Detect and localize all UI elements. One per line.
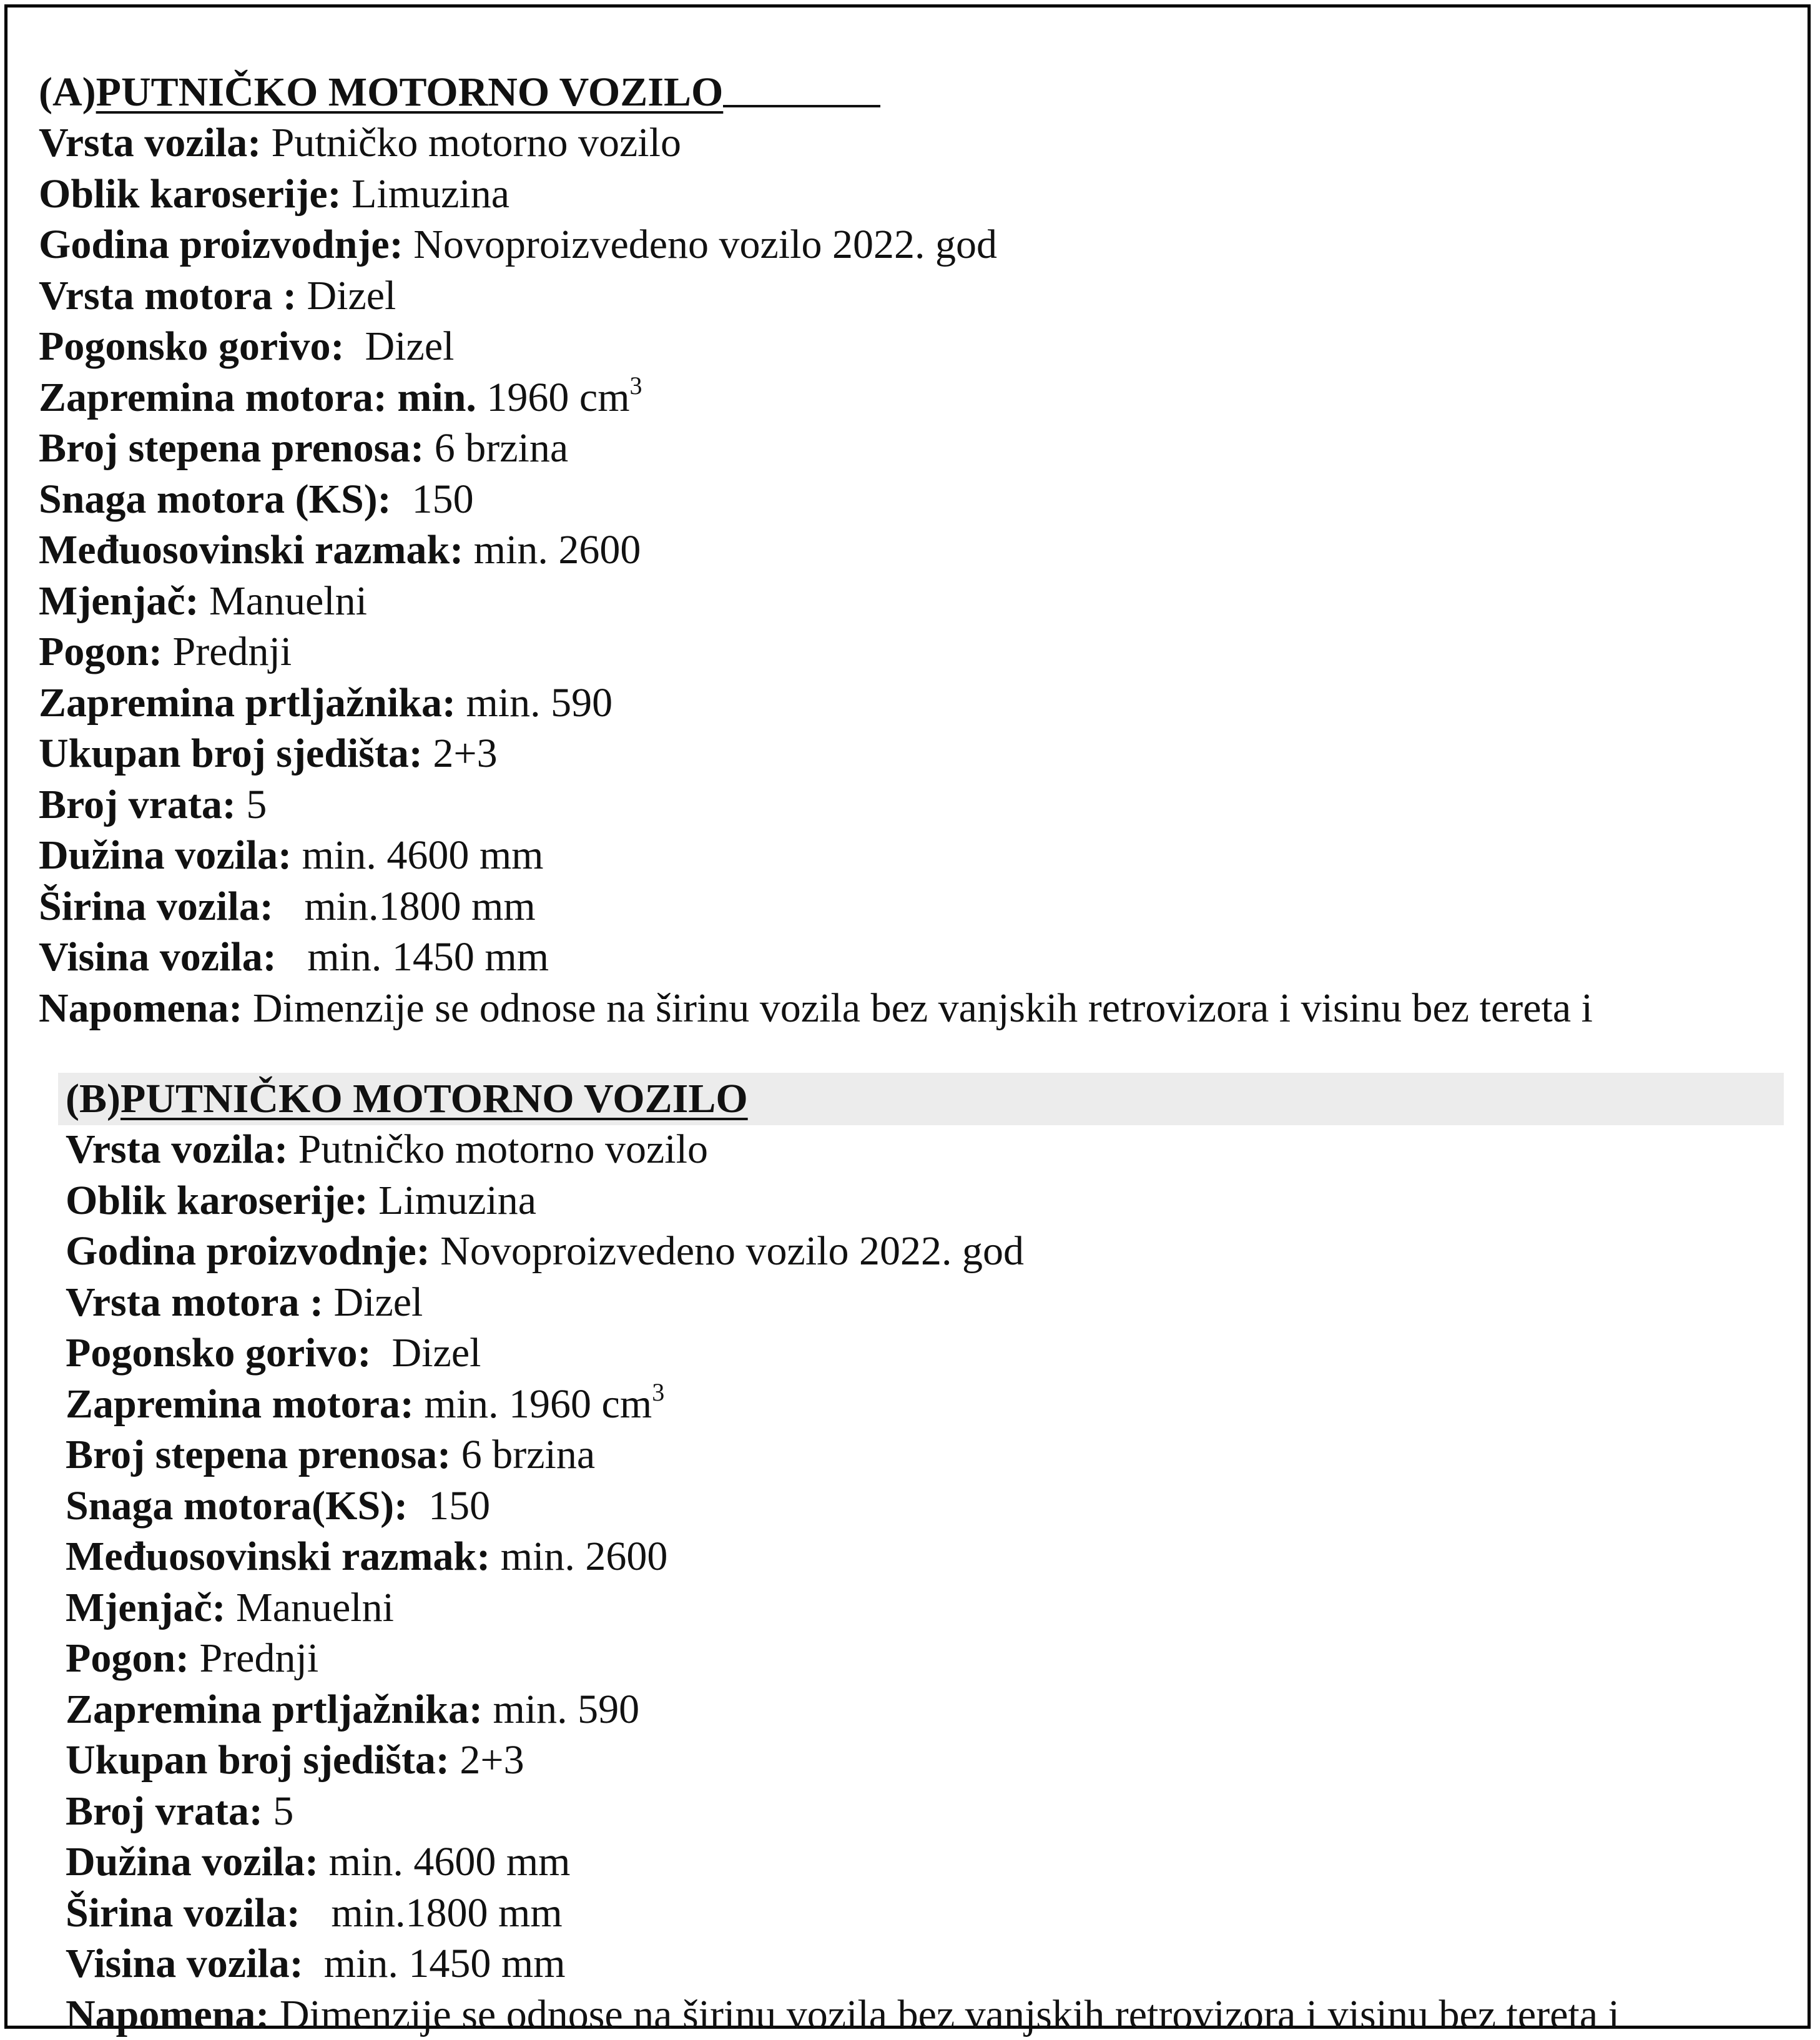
spec-value: min. 1450 mm <box>303 1941 566 1986</box>
spec-value: Dizel <box>297 273 396 318</box>
spec-value: min.1800 mm <box>273 884 536 929</box>
spec-label: Godina proizvodnje: <box>66 1228 430 1274</box>
spec-label: Visina vozila: <box>39 934 277 980</box>
spec-row <box>39 626 1762 678</box>
spec-row <box>66 1429 1789 1481</box>
spec-value: 6 brzina <box>424 425 568 471</box>
section-title-text: PUTNIČKO MOTORNO VOZILO <box>121 1076 748 1121</box>
spec-row <box>66 1989 1789 2040</box>
spec-row <box>39 219 1762 270</box>
spec-value: Putničko motorno vozilo <box>288 1126 708 1172</box>
spec-row <box>66 1175 1789 1226</box>
title-underline-extension <box>723 67 880 107</box>
spec-value: min.1800 mm <box>300 1890 563 1936</box>
spec-value: min. 4600 mm <box>292 832 543 878</box>
spec-label: Vrsta vozila: <box>39 120 261 165</box>
spec-value: Novoproizvedeno vozilo 2022. god <box>403 222 997 267</box>
spec-label: Dužina vozila: <box>39 832 292 878</box>
section-prefix: (A) <box>39 69 96 115</box>
section-prefix: (B) <box>66 1076 121 1121</box>
spec-row <box>66 1481 1789 1532</box>
superscript: 3 <box>630 372 642 400</box>
spec-label: Zapremina motora: min. <box>39 375 476 420</box>
spec-row <box>39 525 1762 576</box>
spec-row <box>66 1786 1789 1837</box>
spec-row <box>39 270 1762 322</box>
spec-value: Manuelni <box>226 1585 394 1630</box>
spec-label: Napomena: <box>39 985 242 1031</box>
spec-label: Pogon: <box>66 1635 189 1681</box>
spec-label: Zapremina prtljažnika: <box>39 680 456 726</box>
spec-row <box>39 830 1762 881</box>
spec-label: Vrsta vozila: <box>66 1126 288 1172</box>
spec-row <box>39 117 1762 169</box>
spec-label: Snaga motora (KS): <box>39 476 391 522</box>
spec-label: Ukupan broj sjedišta: <box>39 731 423 776</box>
spec-value: min. 2600 <box>463 527 641 573</box>
spec-row <box>66 1277 1789 1328</box>
superscript: 3 <box>652 1378 664 1406</box>
spec-label: Broj stepena prenosa: <box>39 425 424 471</box>
section-b <box>66 1074 1789 1997</box>
spec-row <box>39 169 1762 220</box>
section-title <box>66 1074 1789 1124</box>
spec-value: min. 4600 mm <box>318 1839 570 1885</box>
spec-row <box>39 321 1762 372</box>
spec-row <box>66 1582 1789 1633</box>
spec-value: Prednji <box>189 1635 318 1681</box>
spec-row <box>39 678 1762 729</box>
spec-row <box>39 576 1762 627</box>
spec-row <box>66 1836 1789 1888</box>
spec-label: Međuosovinski razmak: <box>39 527 463 573</box>
spec-row <box>39 983 1762 1034</box>
spec-row <box>39 474 1762 525</box>
spec-row <box>66 1633 1789 1684</box>
spec-value: Limuzina <box>368 1178 536 1223</box>
spec-row <box>66 1328 1789 1379</box>
spec-row <box>39 932 1762 983</box>
spec-label: Ukupan broj sjedišta: <box>66 1737 450 1783</box>
spec-row <box>66 1938 1789 1989</box>
spec-value: Limuzina <box>342 171 509 217</box>
spec-label: Oblik karoserije: <box>39 171 342 217</box>
spec-value: min. 1450 mm <box>277 934 549 980</box>
spec-label: Zapremina prtljažnika: <box>66 1687 483 1732</box>
spec-list <box>39 117 1762 1033</box>
spec-label: Vrsta motora : <box>66 1279 323 1325</box>
spec-label: Pogonsko gorivo: <box>66 1330 371 1376</box>
spec-row <box>39 372 1762 423</box>
spec-row <box>39 423 1762 474</box>
spec-label: Pogon: <box>39 629 162 674</box>
spec-value: Dizel <box>323 1279 423 1325</box>
spec-row <box>66 1379 1789 1430</box>
spec-label: Napomena: <box>66 1992 269 2038</box>
spec-label: Oblik karoserije: <box>66 1178 368 1223</box>
spec-value: Prednji <box>162 629 292 674</box>
spec-value: min. 590 <box>483 1687 639 1732</box>
spec-value: 1960 cm <box>476 375 630 420</box>
spec-label: Broj vrata: <box>66 1788 263 1834</box>
spec-label: Snaga motora(KS): <box>66 1483 408 1529</box>
spec-row <box>66 1888 1789 1939</box>
spec-label: Godina proizvodnje: <box>39 222 403 267</box>
spec-row <box>66 1531 1789 1582</box>
spec-value: 150 <box>408 1483 490 1529</box>
spec-row <box>66 1124 1789 1175</box>
spec-value: 5 <box>263 1788 294 1834</box>
spec-value: Dizel <box>371 1330 481 1376</box>
spec-label: Mjenjač: <box>66 1585 226 1630</box>
spec-value: min. 1960 cm <box>414 1381 652 1427</box>
spec-value: Manuelni <box>199 578 367 624</box>
spec-value: 6 brzina <box>451 1432 595 1477</box>
spec-value: 2+3 <box>450 1737 524 1783</box>
spec-label: Zapremina motora: <box>66 1381 414 1427</box>
spec-label: Širina vozila: <box>39 884 273 929</box>
spec-value: Dimenzije se odnose na širinu vozila bez vanjskih retrovizora i visinu bez tereta i <box>242 985 1593 1031</box>
spec-row <box>66 1226 1789 1277</box>
spec-label: Broj stepena prenosa: <box>66 1432 451 1477</box>
spec-value: Putničko motorno vozilo <box>261 120 681 165</box>
spec-value: 2+3 <box>423 731 498 776</box>
spec-row <box>66 1735 1789 1786</box>
section-title <box>39 67 1762 117</box>
spec-label: Međuosovinski razmak: <box>66 1534 490 1579</box>
spec-row <box>39 881 1762 932</box>
spec-value: min. 590 <box>456 680 612 726</box>
spec-value: 5 <box>236 782 267 827</box>
spec-label: Vrsta motora : <box>39 273 297 318</box>
section-title-text: PUTNIČKO MOTORNO VOZILO <box>96 69 724 115</box>
spec-label: Širina vozila: <box>66 1890 300 1936</box>
spec-row <box>66 1684 1789 1735</box>
spec-label: Broj vrata: <box>39 782 236 827</box>
section-a <box>39 67 1762 1005</box>
spec-row <box>39 728 1762 779</box>
spec-value: Dimenzije se odnose na širinu vozila bez vanjskih retrovizora i visinu bez tereta i <box>269 1992 1620 2038</box>
spec-row <box>39 779 1762 830</box>
spec-label: Pogonsko gorivo: <box>39 323 345 369</box>
spec-value: min. 2600 <box>490 1534 667 1579</box>
spec-label: Visina vozila: <box>66 1941 303 1986</box>
spec-label: Dužina vozila: <box>66 1839 318 1885</box>
spec-list <box>66 1124 1789 2040</box>
spec-value: 150 <box>391 476 474 522</box>
spec-value: Novoproizvedeno vozilo 2022. god <box>430 1228 1024 1274</box>
spec-value: Dizel <box>345 323 455 369</box>
spec-label: Mjenjač: <box>39 578 199 624</box>
